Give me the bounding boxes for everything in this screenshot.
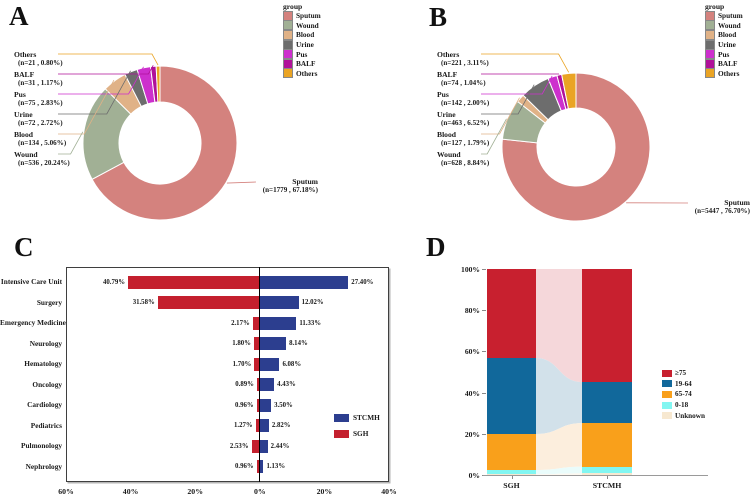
legend-entry-19-64 (662, 379, 692, 390)
panel-a-label: A (9, 1, 29, 31)
y-tick-mark (482, 351, 486, 352)
donut-label-others (437, 50, 489, 68)
leader-line-others (58, 54, 158, 65)
y-tick-mark (482, 393, 486, 394)
x-tick-label: 40% (381, 487, 397, 496)
65-74-swatch (662, 391, 672, 398)
y-tick-label: 0% (468, 471, 480, 480)
category-label-emergency-medicine: Emergency Medicine (0, 318, 66, 328)
donut-label-value: (n=127 , 1.79%) (441, 139, 490, 147)
legend-entry-label: Blood (718, 30, 737, 40)
donut-label-value: (n=628 , 8.84%) (441, 159, 490, 167)
legend-entry-label: BALF (296, 59, 316, 69)
legend-entry-label: STCMH (353, 413, 380, 423)
legend-entry-label: Others (296, 68, 318, 78)
value-label-stcmh: 12.02% (301, 299, 324, 307)
legend-entry-label: Blood (296, 30, 315, 40)
alluvial-flows-layer (536, 269, 582, 475)
y-tick-mark (482, 269, 486, 270)
bar-stcmh-neurology (260, 337, 286, 350)
legend-entry-75 (662, 368, 686, 379)
category-label-nephrology: Nephrology (25, 461, 62, 471)
category-label-neurology: Neurology (29, 338, 62, 348)
donut-legend (283, 2, 321, 78)
donut-label-value: (n=221 , 3.11%) (441, 59, 489, 67)
donut-label-wound (437, 150, 489, 168)
donut-label-value: (n=72 , 2.72%) (18, 119, 63, 127)
unknown-swatch (662, 412, 672, 419)
donut-label-name: BALF (437, 70, 458, 79)
wound-swatch (705, 20, 715, 30)
zero-axis-line (259, 267, 260, 482)
value-label-sgh: 0.96% (234, 463, 254, 471)
legend-entry-label: Sputum (718, 11, 743, 21)
category-label-pediatrics: Pediatrics (30, 420, 62, 430)
value-label-stcmh: 3.50% (274, 401, 293, 409)
donut-label-value: (n=536 , 20.24%) (18, 159, 70, 167)
legend-entry-others (705, 69, 743, 79)
value-label-sgh: 2.17% (231, 319, 250, 327)
legend-entry-label: Pus (296, 49, 308, 59)
legend-entry-balf (705, 59, 743, 69)
segment-sgh-75 (487, 269, 536, 358)
legend-entry-label: Wound (296, 20, 319, 30)
value-label-sgh: 40.79% (102, 278, 126, 286)
donut-label-value: (n=75 , 2.83%) (18, 99, 63, 107)
donut-label-pus (437, 90, 489, 108)
x-tick-label: 40% (122, 487, 139, 496)
value-label-sgh: 2.53% (229, 442, 249, 450)
panel-d-label: D (426, 232, 446, 262)
donut-label-name: Pus (14, 90, 26, 99)
donut-label-name: Pus (437, 90, 449, 99)
pus-swatch (283, 49, 293, 59)
y-tick-label: 60% (464, 347, 480, 357)
donut-label-name: Blood (14, 130, 33, 139)
legend-entry-label: Pus (718, 49, 730, 59)
legend-entry-label: Urine (296, 40, 314, 50)
x-tick-label: 0% (253, 487, 266, 496)
y-tick-mark (482, 434, 486, 435)
legend-entry-sgh (334, 429, 368, 439)
value-label-sgh: 1.27% (233, 422, 253, 430)
75-swatch (662, 370, 672, 377)
donut-label-name: Sputum (724, 198, 750, 207)
legend-entry-urine (283, 40, 321, 50)
panel-b-label: B (429, 2, 448, 32)
value-label-stcmh: 27.40% (351, 278, 374, 286)
value-label-stcmh: 8.14% (289, 340, 308, 348)
donut-label-blood (437, 130, 489, 148)
category-label-hematology: Hematology (24, 359, 62, 369)
legend-entry-sputum (705, 11, 743, 21)
0-18-swatch (662, 402, 672, 409)
legend-entry-others (283, 69, 321, 79)
bar-sgh-surgery (158, 296, 260, 309)
donut-label-value: (n=74 , 1.04%) (441, 79, 486, 87)
legend-entry-65-74 (662, 389, 692, 400)
donut-label-others (14, 50, 63, 68)
19-64-swatch (662, 380, 672, 387)
x-tick-mark (607, 476, 608, 479)
bar-stcmh-surgery (260, 296, 299, 309)
x-tick-label: 60% (58, 487, 74, 496)
donut-label-blood (14, 130, 66, 148)
legend-entry-urine (705, 40, 743, 50)
category-label-intensive-care-unit: Intensive Care Unit (0, 277, 62, 287)
bar-stcmh-pulmonology (260, 440, 268, 453)
donut-label-name: BALF (14, 70, 35, 79)
donut-label-value: (n=463 , 6.52%) (441, 119, 490, 127)
legend-entry-pus (283, 49, 321, 59)
panel-c-label: C (14, 232, 34, 262)
donut-label-balf (14, 70, 63, 88)
sputum-swatch (283, 11, 293, 21)
value-label-stcmh: 2.82% (271, 422, 291, 430)
legend-entry-label: SGH (353, 429, 369, 439)
wound-swatch (283, 20, 293, 30)
legend-entry-blood (283, 30, 321, 40)
bar-sgh-intensive-care-unit (128, 276, 260, 289)
legend-entry-0-18 (662, 400, 688, 411)
value-label-stcmh: 11.33% (299, 319, 322, 327)
x-label-sgh: SGH (503, 481, 520, 490)
legend-entry-label: Wound (718, 20, 741, 30)
donut-label-name: Others (14, 50, 37, 59)
donut-label-name: Wound (14, 150, 38, 159)
category-label-oncology: Oncology (32, 379, 62, 389)
blood-swatch (283, 30, 293, 40)
value-label-stcmh: 4.43% (277, 381, 296, 389)
legend-entry-label: 19-64 (675, 379, 692, 388)
category-label-cardiology: Cardiology (27, 400, 62, 410)
value-label-stcmh: 1.13% (266, 463, 286, 471)
others-swatch (705, 68, 715, 78)
value-label-sgh: 0.89% (235, 381, 254, 389)
bar-stcmh-cardiology (260, 399, 271, 412)
legend-entry-label: Urine (718, 40, 736, 50)
bar-stcmh-oncology (260, 378, 274, 391)
sputum-swatch (705, 11, 715, 21)
value-label-sgh: 31.58% (132, 299, 155, 307)
donut-label-value: (n=142 , 2.00%) (441, 99, 490, 107)
urine-swatch (283, 40, 293, 50)
balf-swatch (283, 59, 293, 69)
category-label-pulmonology: Pulmonology (21, 441, 62, 451)
legend-title: group (283, 2, 303, 11)
y-tick-label: 100% (461, 265, 480, 274)
leader-line-others (481, 54, 569, 72)
donut-label-urine (14, 110, 63, 128)
donut-charts-layer (0, 0, 752, 235)
legend-title: group (705, 2, 725, 11)
donut-label-name: Others (437, 50, 460, 59)
legend-entry-pus (705, 49, 743, 59)
x-tick-label: 20% (316, 487, 333, 496)
segment-stcmh-19-64 (582, 382, 632, 423)
segment-sgh-19-64 (487, 358, 536, 434)
donut-label-balf (437, 70, 486, 88)
bar-stcmh-pediatrics (260, 419, 269, 432)
urine-swatch (705, 40, 715, 50)
balf-swatch (705, 59, 715, 69)
y-tick-label: 20% (464, 429, 480, 439)
donut-label-sputum (223, 177, 318, 195)
legend-entry-label: Others (718, 68, 740, 78)
legend-entry-blood (705, 30, 743, 40)
segment-stcmh-65-74 (582, 423, 632, 467)
donut-label-name: Wound (437, 150, 461, 159)
bar-stcmh-hematology (260, 358, 280, 371)
value-label-sgh: 1.70% (232, 360, 252, 368)
others-swatch (283, 68, 293, 78)
donut-label-name: Urine (14, 110, 33, 119)
segment-stcmh-75 (582, 269, 632, 382)
pus-swatch (705, 49, 715, 59)
donut-label-wound (14, 150, 70, 168)
legend-entry-label: 0-18 (675, 401, 689, 410)
segment-stcmh-0-18 (582, 467, 632, 474)
legend-entry-wound (283, 21, 321, 31)
segment-sgh-65-74 (487, 434, 536, 470)
value-label-stcmh: 6.08% (282, 360, 302, 368)
stcmh-swatch (334, 414, 349, 422)
sgh-swatch (334, 430, 349, 438)
value-label-stcmh: 2.44% (270, 442, 290, 450)
legend-entry-label: Unknown (675, 411, 705, 420)
bar-stcmh-intensive-care-unit (260, 276, 349, 289)
x-label-stcmh: STCMH (592, 481, 622, 490)
legend-entry-label: 65-74 (675, 390, 692, 399)
legend-entry-label: Sputum (296, 11, 321, 21)
y-tick-label: 80% (464, 306, 480, 316)
legend-entry-wound (705, 21, 743, 31)
legend-entry-balf (283, 59, 321, 69)
donut-label-value: (n=1779 , 67.18%) (262, 186, 318, 194)
donut-label-pus (14, 90, 63, 108)
x-axis-line (483, 475, 708, 476)
donut-label-name: Urine (437, 110, 456, 119)
y-tick-mark (482, 310, 486, 311)
legend-entry-stcmh (334, 413, 380, 423)
blood-swatch (705, 30, 715, 40)
value-label-sgh: 0.96% (234, 401, 254, 409)
donut-label-value: (n=21 , 0.80%) (18, 59, 63, 67)
donut-label-value: (n=5447 , 76.70%) (694, 207, 750, 215)
donut-legend (705, 2, 743, 78)
donut-label-name: Blood (437, 130, 456, 139)
legend-entry-unknown (662, 410, 705, 421)
legend-entry-label: BALF (718, 59, 738, 69)
donut-label-value: (n=134 , 5.06%) (18, 139, 67, 147)
x-tick-mark (512, 476, 513, 479)
y-tick-label: 40% (464, 388, 480, 398)
bar-stcmh-emergency-medicine (260, 317, 297, 330)
donut-label-sputum (655, 198, 750, 216)
donut-label-name: Sputum (292, 177, 318, 186)
donut-label-urine (437, 110, 489, 128)
legend-entry-sputum (283, 11, 321, 21)
x-tick-label: 20% (187, 487, 203, 496)
value-label-sgh: 1.80% (232, 340, 251, 348)
donut-label-value: (n=31 , 1.17%) (18, 79, 63, 87)
category-label-surgery: Surgery (36, 297, 62, 307)
legend-entry-label: ≥75 (675, 369, 687, 378)
